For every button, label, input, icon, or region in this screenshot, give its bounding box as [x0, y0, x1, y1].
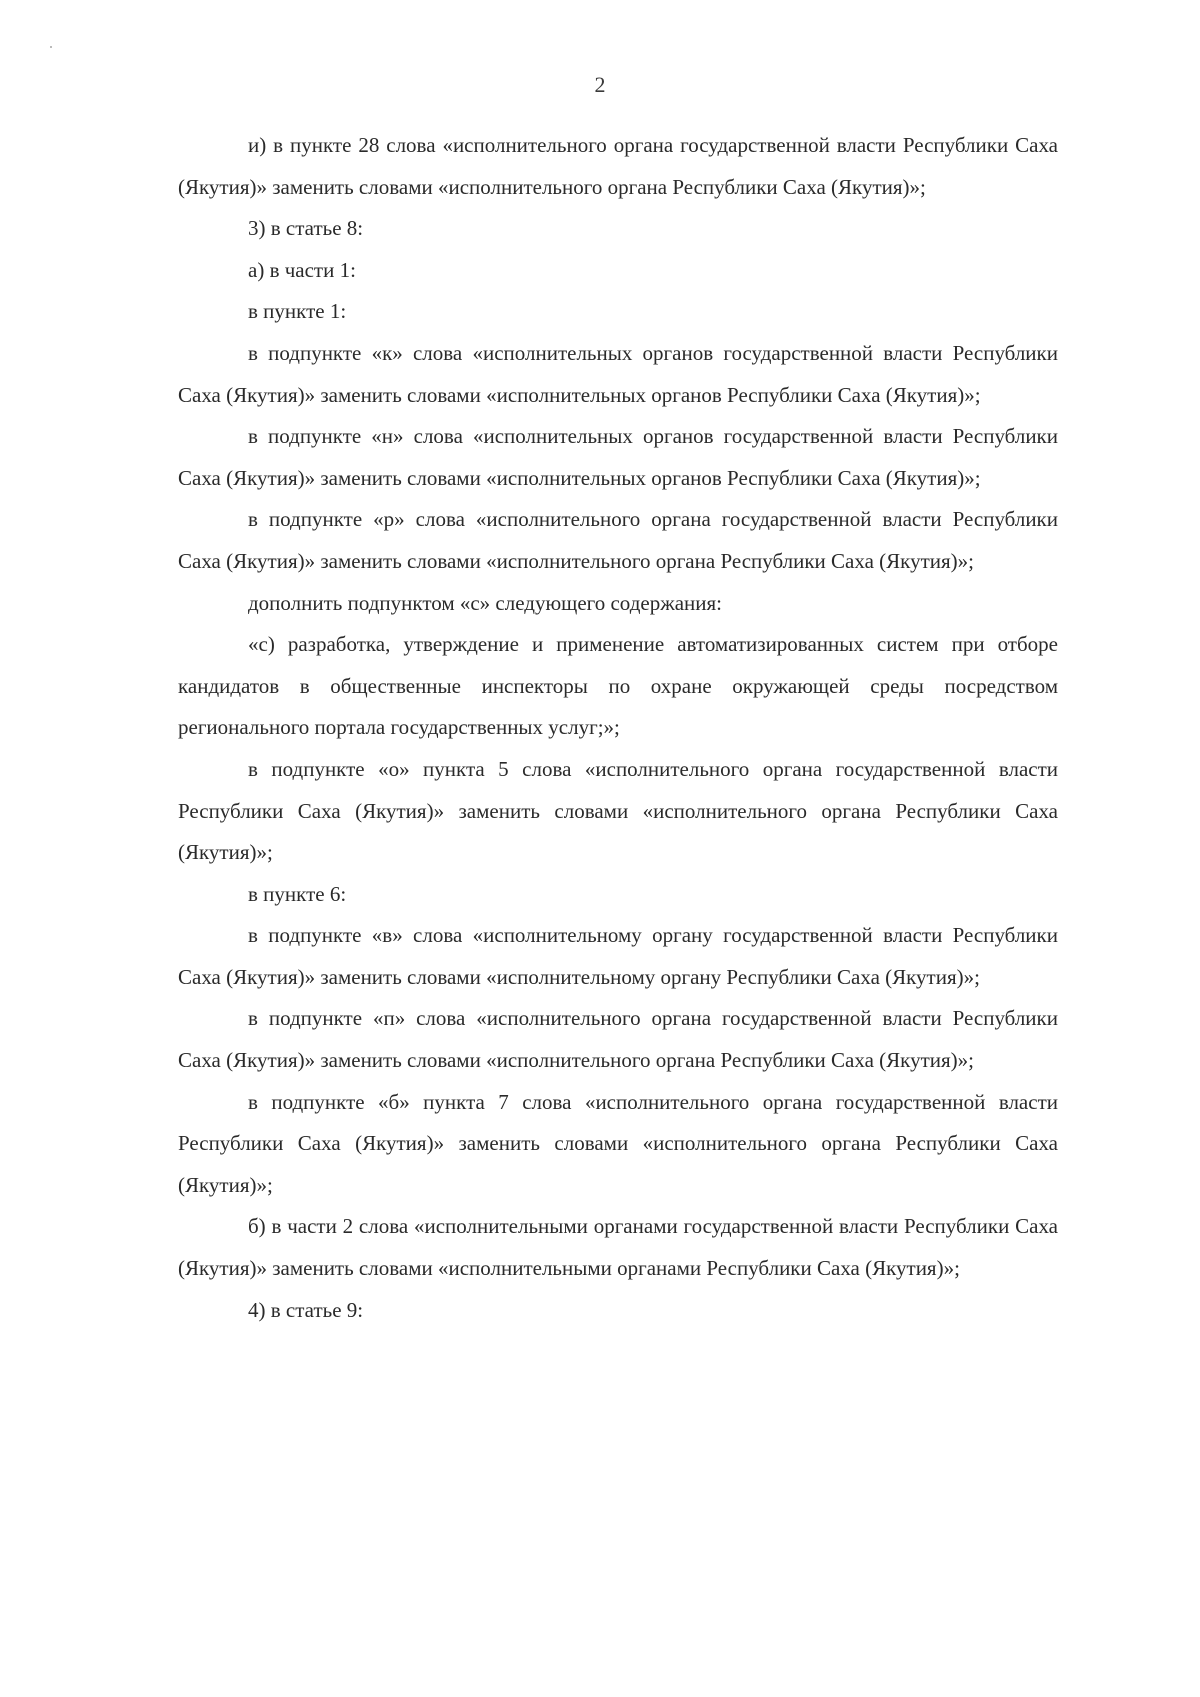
paragraph: в подпункте «к» слова «исполнительных органов государственной власти Республики Саха (Якутия)» заменить словами «исполнительных органов Республики Саха (Якутия)»; [178, 340, 1058, 407]
paragraph: и) в пункте 28 слова «исполнительного органа государственной власти Республики Саха (Якутия)» заменить словами «исполнительного органа Республики Саха (Якутия)»; [178, 133, 1058, 199]
paragraph: в пункте 6: [248, 881, 347, 906]
paragraph: в подпункте «н» слова «исполнительных органов государственной власти Республики Саха (Якутия)» заменить словами «исполнительных органов Республики Саха (Якутия)»; [178, 424, 1058, 490]
paragraph: 4) в статье 9: [248, 1297, 364, 1322]
paragraph: дополнить подпунктом «с» следующего содержания: [248, 590, 723, 615]
paragraph: 3) в статье 8: [248, 216, 364, 241]
paragraph: в подпункте «р» слова «исполнительного органа государственной власти Республики Саха (Якутия)» заменить словами «исполнительного органа Республики Саха (Якутия)»; [178, 507, 1058, 573]
paragraph: в подпункте «в» слова «исполнительному органу государственной власти Республики Саха (Якутия)» заменить словами «исполнительному органу Республики Саха (Якутия)»; [178, 923, 1058, 989]
paragraph: а) в части 1: [248, 257, 356, 282]
document-body [178, 125, 1058, 1331]
paragraph: в подпункте «о» пункта 5 слова «исполнительного органа государственной власти Республики Саха (Якутия)» заменить словами «исполнительного органа Республики Саха (Якутия)»; [178, 756, 1058, 865]
paragraph: в подпункте «б» пункта 7 слова «исполнительного органа государственной власти Республики Саха (Якутия)» заменить словами «исполнительного органа Республики Саха (Якутия)»; [178, 1089, 1058, 1197]
page-number: 2 [594, 72, 606, 97]
paragraph: б) в части 2 слова «исполнительными органами государственной власти Республики Саха (Якутия)» заменить словами «исполнительными органами Республики Саха (Якутия)»; [178, 1214, 1058, 1281]
scan-speck [50, 46, 52, 48]
paragraph: в пункте 1: [248, 299, 347, 324]
paragraph: «с) разработка, утверждение и применение автоматизированных систем при отборе кандидатов в общественные инспекторы по охране окружающей среды посредством регионального портала государственных услуг;»; [178, 632, 1058, 740]
paragraph: в подпункте «п» слова «исполнительного органа государственной власти Республики Саха (Якутия)» заменить словами «исполнительного органа Республики Саха (Якутия)»; [178, 1006, 1058, 1073]
